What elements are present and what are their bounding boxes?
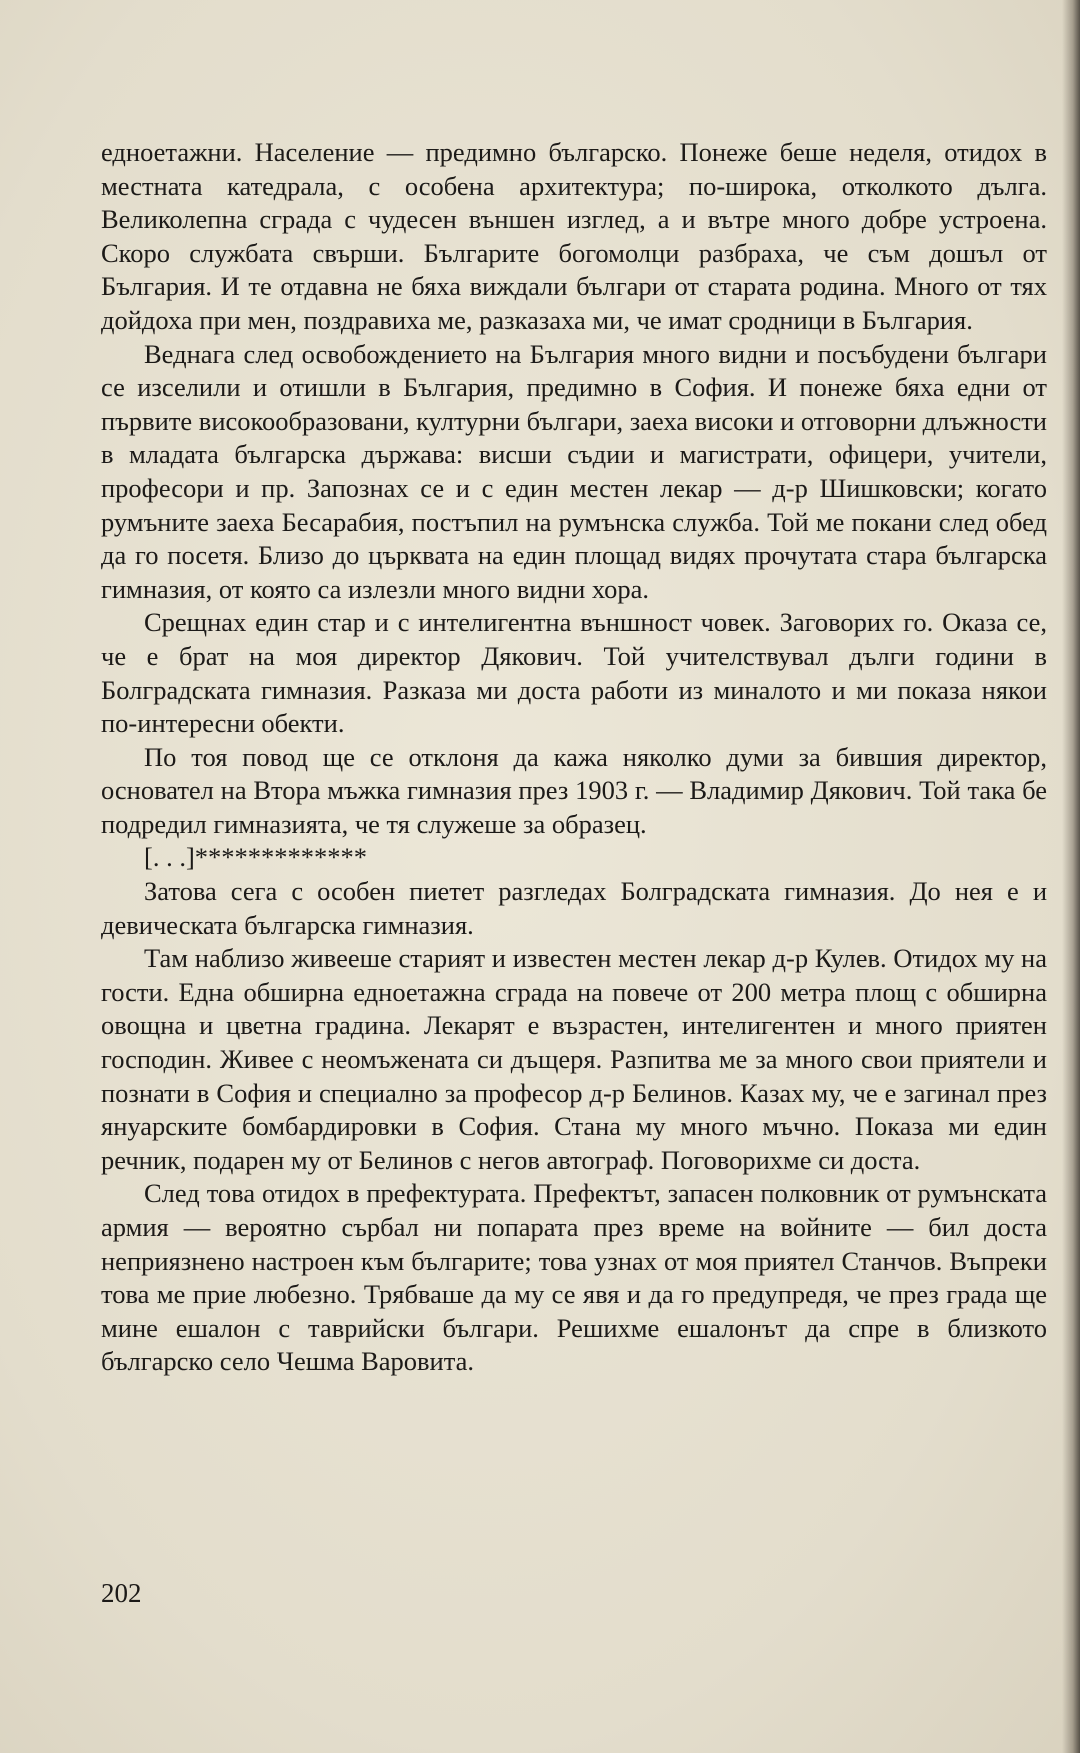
paragraph-5: Затова сега с особен пиетет разгледах Болградската гимназия. До нея е и девическата българска гимназия. — [101, 876, 1047, 940]
body-text — [101, 136, 1047, 1379]
paragraph-6: Там наблизо живееше старият и известен местен лекар д-р Кулев. Отидох му на гости. Една обширна едноетажна сграда на повече от 200 метра площ с обширна овощна и цветна градина. Лекарят е възрастен, интелигентен и много приятен господин. Живее с неомъжената си дъщеря. Разпитва ме за много свои приятели и познати в София и специално за професор д-р Белинов. Казах му, че е загинал през януарските бомбардировки в София. Стана му много мъчно. Показа ми един речник, подарен му от Белинов с негов автограф. Поговорихме си доста. — [101, 943, 1047, 1175]
paragraph-2: Веднага след освобождението на България много видни и посъбудени българи се изселили и отишли в България, предимно в София. И понеже бяха едни от първите високообразовани, културни българи, заеха високи и отговорни длъжности в младата българска държава: висши съдии и магистрати, офицери, учители, професори и пр. Запознах се и с един местен лекар — д-р Шишковски; когато румъните заеха Бесарабия, постъпил на румънска служба. Той ме покани след обед да го посетя. Близо до църквата на един площад видях прочутата стара българска гимназия, от която са излезли много видни хора. — [101, 338, 1047, 604]
paragraph-1: едноетажни. Население — предимно българско. Понеже беше неделя, отидох в местната катедрала, с особена архитектура; по-широка, отколкото дълга. Великолепна сграда с чудесен външен изглед, а и вътре много добре устроена. Скоро службата свърши. Българите богомолци разбраха, че съм дошъл от България. И те отдавна не бяха виждали българи от старата родина. Много от тях дойдоха при мен, поздравиха ме, разказаха ми, че имат сродници в България. — [101, 137, 1047, 335]
paragraph-4: По тоя повод ще се отклоня да кажа няколко думи за бившия директор, основател на Втора мъжка гимназия през 1903 г. — Владимир Дякович. Той така бе подредил гимназията, че тя служеше за образец. — [101, 741, 1047, 839]
page-number: 202 — [101, 1578, 142, 1608]
spine-shadow — [1062, 0, 1080, 1753]
paragraph-3: Срещнах един стар и с интелигентна външност човек. Заговорих го. Оказа се, че е брат на моя директор Дякович. Той учителствувал дълги години в Болградската гимназия. Разказа ми доста работи из миналото и ми показа някои по-интересни обекти. — [101, 607, 1047, 739]
omission-marker: [. . .]************* — [144, 842, 368, 873]
paragraph-7: След това отидох в префектурата. Префектът, запасен полковник от румънската армия — вероятно сърбал ни попарата през време на войните — бил доста неприязнено настроен към българите; това узнах от моя приятел Станчов. Въпреки това ме прие любезно. Трябваше да му се явя и да го предупредя, че през града ще мине ешалон с таврийски българи. Решихме ешалонът да спре в близкото българско село Чешма Варовита. — [101, 1178, 1047, 1377]
